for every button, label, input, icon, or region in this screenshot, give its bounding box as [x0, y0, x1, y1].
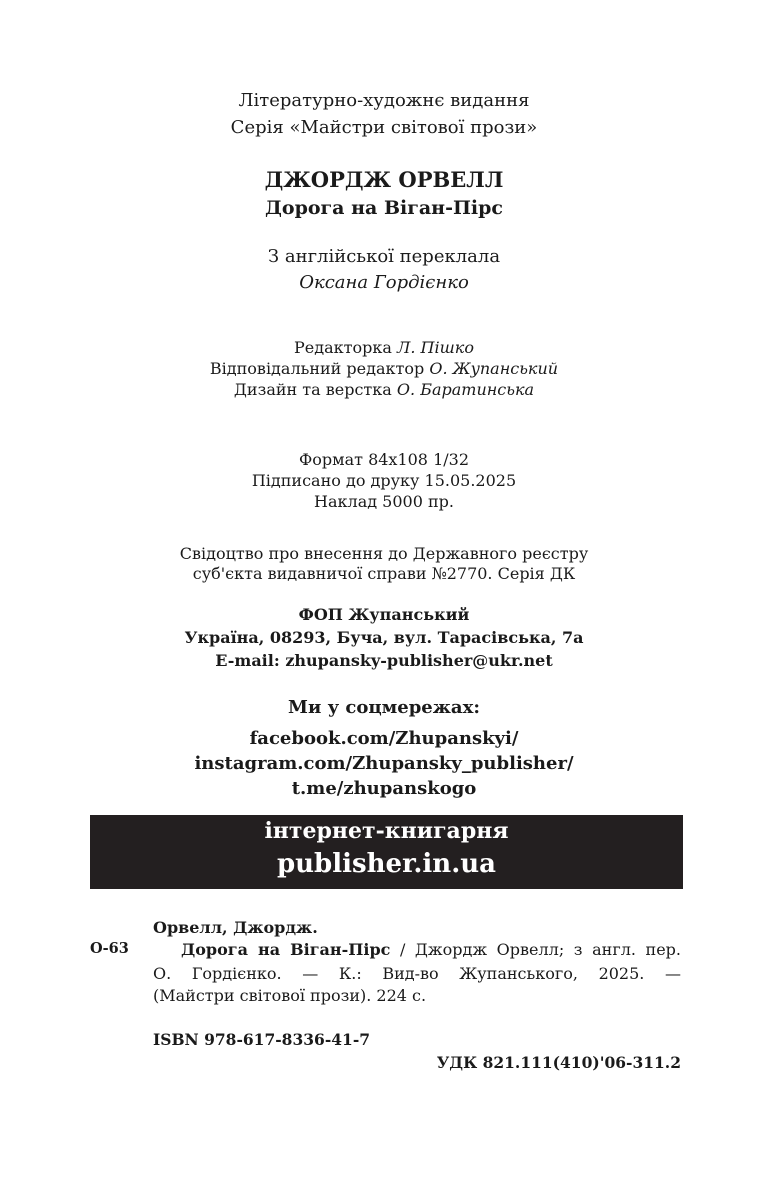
series-title: Серія «Майстри світової прози» — [230, 117, 538, 138]
isbn: ISBN 978-617-8336-41-7 — [153, 1030, 371, 1049]
print-run: Наклад 5000 пр. — [314, 492, 454, 511]
editor-name: Л. Пішко — [397, 338, 474, 357]
publisher-email[interactable]: E-mail: zhupansky-publisher@ukr.net — [215, 651, 553, 670]
udk: УДК 821.111(410)'06-311.2 — [436, 1053, 681, 1072]
registry-line-2: суб'єкта видавничої справи №2770. Серія ДК — [192, 564, 576, 583]
biblio-line-1-rest: / Джордж Орвелл; з англ. пер. — [399, 940, 681, 959]
chief-editor-label: Відповідальний редактор — [209, 359, 425, 378]
publisher-address: Україна, 08293, Буча, вул. Тарасівська, 7а — [184, 628, 584, 647]
publisher-name: ФОП Жупанський — [298, 605, 470, 624]
design-name: О. Баратинська — [396, 380, 535, 399]
registry-line-1: Свідоцтво про внесення до Державного реєстру — [179, 544, 589, 563]
biblio-title: Дорога на Віган-Пірс — [181, 940, 391, 959]
bookstore-banner[interactable] — [90, 815, 683, 889]
print-signed-date: Підписано до друку 15.05.2025 — [251, 471, 517, 490]
edition-type: Літературно-художнє видання — [238, 90, 530, 111]
book-author: ДЖОРДЖ ОРВЕЛЛ — [264, 167, 504, 192]
social-heading: Ми у соцмережах: — [288, 697, 480, 718]
telegram-link[interactable]: t.me/zhupanskogo — [291, 778, 477, 799]
biblio-line-3: (Майстри світової прози). 224 с. — [153, 986, 427, 1005]
editor-credit — [0, 338, 768, 357]
translator-name: Оксана Гордієнко — [299, 272, 469, 293]
translation-label: З англійської переклала — [267, 246, 501, 267]
biblio-author: Орвелл, Джордж. — [153, 918, 318, 937]
print-format: Формат 84x108 1/32 — [298, 450, 469, 469]
instagram-link[interactable]: instagram.com/Zhupansky_publisher/ — [194, 753, 574, 774]
biblio-code: О-63 — [90, 940, 129, 957]
banner-url[interactable]: publisher.in.ua — [276, 849, 497, 879]
book-title: Дорога на Віган-Пірс — [265, 197, 503, 219]
chief-editor-name: О. Жупанський — [429, 359, 559, 378]
chief-editor-credit — [0, 359, 768, 378]
design-credit — [0, 380, 768, 399]
design-label: Дизайн та верстка — [233, 380, 392, 399]
biblio-line-1 — [153, 940, 681, 959]
banner-line-1: інтернет-книгарня — [264, 818, 509, 844]
biblio-line-2: О. Гордієнко. — К.: Вид-во Жупанського, 2025. — — [153, 964, 681, 983]
editor-label: Редакторка — [294, 338, 392, 357]
facebook-link[interactable]: facebook.com/Zhupanskyi/ — [249, 728, 519, 749]
